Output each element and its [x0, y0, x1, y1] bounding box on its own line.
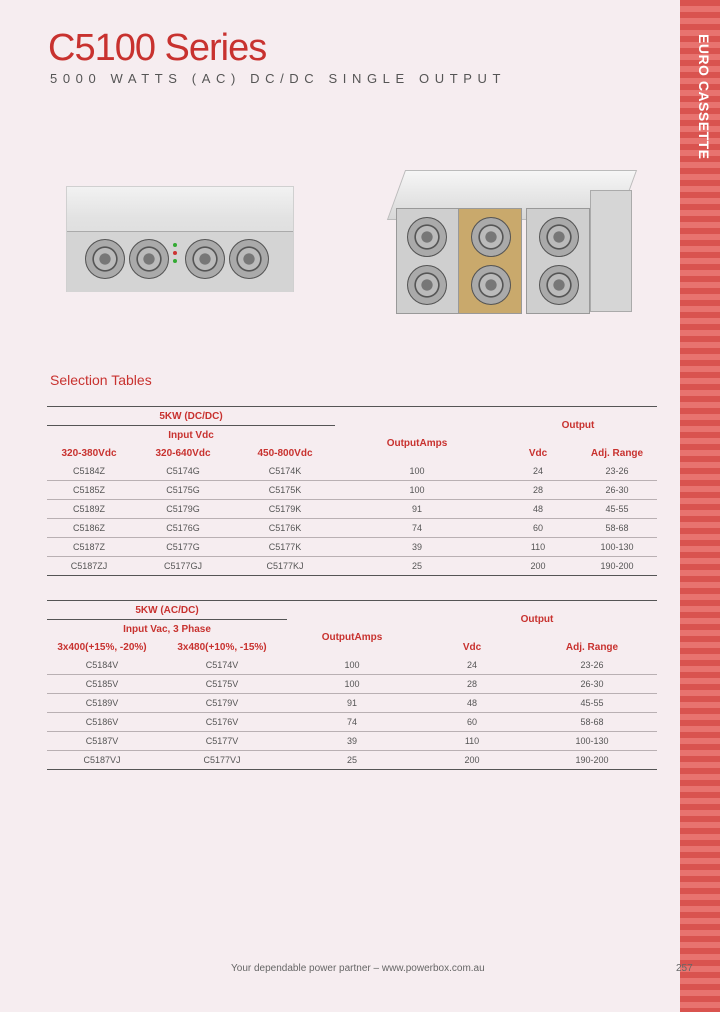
table-cell: 24: [417, 656, 527, 675]
table-cell: 91: [287, 694, 417, 713]
table-cell: 39: [287, 732, 417, 751]
column-header: 320-640Vdc: [155, 447, 211, 459]
table-cell: 100: [287, 656, 417, 675]
column-header: 3x400(+15%, -20%): [57, 641, 147, 653]
table-cell: C5179V: [157, 694, 287, 713]
column-header: OutputAmps: [386, 438, 448, 450]
column-header: 320-380Vdc: [61, 447, 117, 459]
table-cell: C5189Z: [47, 500, 131, 519]
table-cell: C5175K: [235, 481, 335, 500]
table-cell: 190-200: [577, 557, 657, 576]
table-cell: C5177V: [157, 732, 287, 751]
table-cell: 200: [417, 751, 527, 770]
side-label: EURO CASSETTE: [696, 34, 712, 160]
table-row: [47, 557, 657, 576]
page-number: 257: [676, 963, 693, 974]
table-cell: 28: [499, 481, 577, 500]
column-header: Vdc: [462, 641, 482, 653]
table-cell: 48: [417, 694, 527, 713]
table-cell: C5174K: [235, 462, 335, 481]
table-cell: C5186Z: [47, 519, 131, 538]
product-photo-cassettes: [386, 170, 636, 320]
table-cell: 25: [287, 751, 417, 770]
table-cell: C5175V: [157, 675, 287, 694]
side-strip: [680, 0, 720, 1012]
input-label: Input Vdc: [168, 429, 214, 441]
section-title: Selection Tables: [50, 372, 152, 388]
table-cell: 100: [287, 675, 417, 694]
table-cell: 28: [417, 675, 527, 694]
column-header: OutputAmps: [321, 632, 383, 644]
table-group-label: 5KW (DC/DC): [47, 407, 335, 426]
table-cell: 58-68: [527, 713, 657, 732]
product-photo-rack: [66, 186, 294, 292]
table-cell: C5174V: [157, 656, 287, 675]
table-cell: 24: [499, 462, 577, 481]
table-cell: C5177VJ: [157, 751, 287, 770]
table-row: [47, 500, 657, 519]
table-row: [47, 538, 657, 557]
table-cell: 100: [335, 462, 499, 481]
column-header: 450-800Vdc: [257, 447, 313, 459]
table-cell: C5187VJ: [47, 751, 157, 770]
table-cell: C5187ZJ: [47, 557, 131, 576]
table-cell: 25: [335, 557, 499, 576]
input-label: Input Vac, 3 Phase: [123, 623, 211, 635]
table-cell: C5179K: [235, 500, 335, 519]
column-header: Adj. Range: [565, 641, 619, 653]
table-cell: C5177K: [235, 538, 335, 557]
table-cell: C5186V: [47, 713, 157, 732]
table-cell: C5177KJ: [235, 557, 335, 576]
table-cell: 100-130: [577, 538, 657, 557]
table-cell: C5187Z: [47, 538, 131, 557]
column-header: 3x480(+10%, -15%): [177, 641, 267, 653]
table-cell: 60: [417, 713, 527, 732]
table-cell: 100-130: [527, 732, 657, 751]
table-cell: 23-26: [577, 462, 657, 481]
table-cell: C5185V: [47, 675, 157, 694]
table-cell: 110: [499, 538, 577, 557]
page-title: C5100 Series: [48, 27, 267, 69]
table-cell: C5184V: [47, 656, 157, 675]
table-cell: 74: [287, 713, 417, 732]
table-cell: 23-26: [527, 656, 657, 675]
table-row: [47, 751, 657, 770]
footer-text: Your dependable power partner – www.powerbox.com.au: [231, 963, 485, 974]
table-row: [47, 694, 657, 713]
table-cell: C5185Z: [47, 481, 131, 500]
table-cell: C5175G: [131, 481, 235, 500]
table-cell: 58-68: [577, 519, 657, 538]
table-cell: C5176G: [131, 519, 235, 538]
table-group-label: 5KW (AC/DC): [47, 601, 287, 620]
table-cell: C5184Z: [47, 462, 131, 481]
table-row: [47, 462, 657, 481]
page-subtitle: 5000 WATTS (AC) DC/DC SINGLE OUTPUT: [50, 71, 507, 86]
table-cell: C5177G: [131, 538, 235, 557]
selection-table-dc: [47, 406, 657, 576]
table-cell: 26-30: [577, 481, 657, 500]
table-cell: 100: [335, 481, 499, 500]
selection-table-ac: [47, 600, 657, 770]
table-cell: 45-55: [577, 500, 657, 519]
table-row: [47, 732, 657, 751]
table-cell: 110: [417, 732, 527, 751]
table-cell: 48: [499, 500, 577, 519]
table-cell: C5176K: [235, 519, 335, 538]
table-cell: C5179G: [131, 500, 235, 519]
table-cell: C5189V: [47, 694, 157, 713]
table-row: [47, 481, 657, 500]
table-cell: 91: [335, 500, 499, 519]
table-row: [47, 713, 657, 732]
output-label: Output: [417, 601, 657, 639]
output-label: Output: [499, 407, 657, 445]
table-cell: 74: [335, 519, 499, 538]
table-cell: C5176V: [157, 713, 287, 732]
column-header: Vdc: [528, 447, 548, 459]
table-row: [47, 675, 657, 694]
table-cell: C5174G: [131, 462, 235, 481]
table-cell: C5187V: [47, 732, 157, 751]
table-cell: C5177GJ: [131, 557, 235, 576]
table-row: [47, 656, 657, 675]
table-cell: 45-55: [527, 694, 657, 713]
table-cell: 39: [335, 538, 499, 557]
table-row: [47, 519, 657, 538]
table-cell: 200: [499, 557, 577, 576]
table-cell: 190-200: [527, 751, 657, 770]
table-cell: 26-30: [527, 675, 657, 694]
table-cell: 60: [499, 519, 577, 538]
column-header: Adj. Range: [590, 447, 644, 459]
